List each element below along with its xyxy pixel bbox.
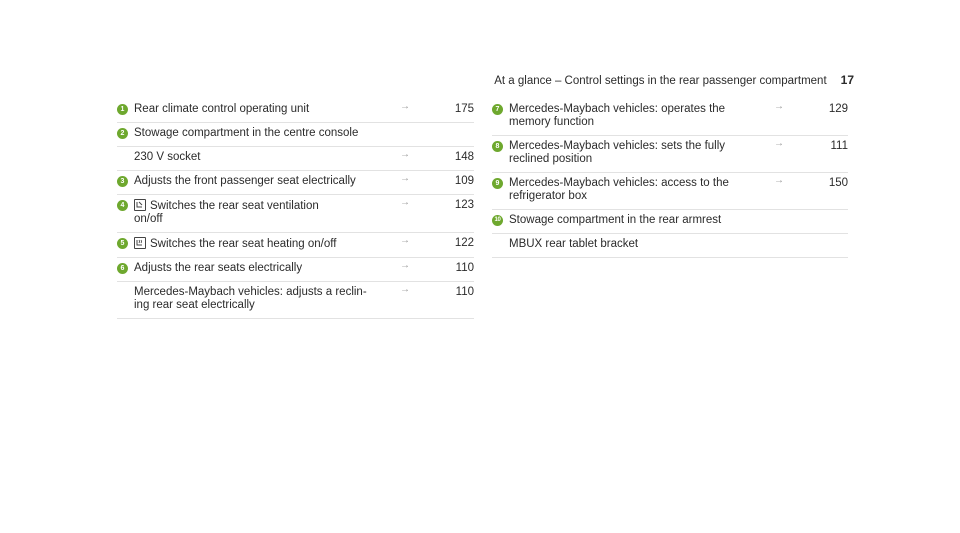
page-header — [494, 73, 854, 87]
item-description: Mercedes-Maybach vehicles: sets the fully reclined position — [509, 140, 726, 165]
page-number: 17 — [840, 73, 854, 87]
arrow-icon: → — [400, 101, 410, 112]
item-description: Mercedes-Maybach vehicles: operates the memory function — [509, 103, 726, 128]
page-reference[interactable]: 109 — [454, 175, 474, 187]
list-item — [492, 234, 848, 258]
item-marker: 8 — [492, 141, 503, 152]
item-description: Adjusts the rear seats electrically — [134, 262, 303, 274]
section-title: At a glance – Control settings in the rear passenger compartment — [494, 75, 827, 87]
arrow-icon: → — [400, 197, 410, 208]
item-description-wrapper — [134, 199, 400, 226]
arrow-icon: → — [774, 175, 784, 186]
item-marker: 2 — [117, 128, 128, 139]
list-item — [117, 123, 474, 147]
item-marker: 7 — [492, 104, 503, 115]
page-reference[interactable]: 110 — [455, 286, 474, 298]
item-description: Mercedes-Maybach vehicles: access to the refrigerator box — [509, 177, 729, 202]
list-item — [492, 136, 848, 173]
list-item — [117, 147, 474, 171]
item-marker: 10 — [492, 215, 503, 226]
left-column — [117, 99, 474, 319]
arrow-icon: → — [400, 149, 410, 160]
list-item — [117, 171, 474, 195]
seat-ventilation-icon — [134, 199, 146, 211]
page-reference[interactable]: 123 — [454, 199, 474, 211]
item-description: Switches the rear seat ventilation on/off — [134, 200, 319, 225]
item-marker: 3 — [117, 176, 128, 187]
list-item — [117, 195, 474, 233]
arrow-icon: → — [400, 260, 410, 271]
right-column — [492, 99, 848, 258]
list-item — [117, 282, 474, 319]
item-description: 230 V socket — [134, 151, 201, 163]
item-description: Stowage compartment in the centre console — [134, 127, 359, 139]
list-item — [492, 210, 848, 234]
list-item — [492, 99, 848, 136]
page-reference[interactable]: 110 — [455, 262, 474, 274]
arrow-icon: → — [774, 138, 784, 149]
item-marker: 9 — [492, 178, 503, 189]
page-reference[interactable]: 175 — [454, 103, 474, 115]
arrow-icon: → — [774, 101, 784, 112]
page-reference[interactable]: 111 — [830, 140, 848, 152]
page-reference[interactable]: 148 — [454, 151, 474, 163]
seat-heating-icon — [134, 237, 146, 249]
item-description: Mercedes-Maybach vehicles: adjusts a reclin- ing rear seat electrically — [134, 286, 367, 311]
item-marker: 4 — [117, 200, 128, 211]
page-reference[interactable]: 122 — [454, 237, 474, 249]
page-reference[interactable]: 150 — [828, 177, 848, 189]
item-description: Rear climate control operating unit — [134, 103, 310, 115]
list-item — [117, 99, 474, 123]
list-item — [117, 258, 474, 282]
list-item — [492, 173, 848, 210]
item-description: MBUX rear tablet bracket — [509, 238, 639, 250]
item-description: Stowage compartment in the rear armrest — [509, 214, 722, 226]
item-description: Switches the rear seat heating on/off — [150, 238, 337, 250]
item-description: Adjusts the front passenger seat electrically — [134, 175, 356, 187]
arrow-icon: → — [400, 173, 410, 184]
list-item — [117, 233, 474, 258]
item-marker: 6 — [117, 263, 128, 274]
item-description-wrapper — [134, 237, 400, 251]
arrow-icon: → — [400, 284, 410, 295]
arrow-icon: → — [400, 235, 410, 246]
item-marker: 1 — [117, 104, 128, 115]
item-marker: 5 — [117, 238, 128, 249]
page-reference[interactable]: 129 — [828, 103, 848, 115]
